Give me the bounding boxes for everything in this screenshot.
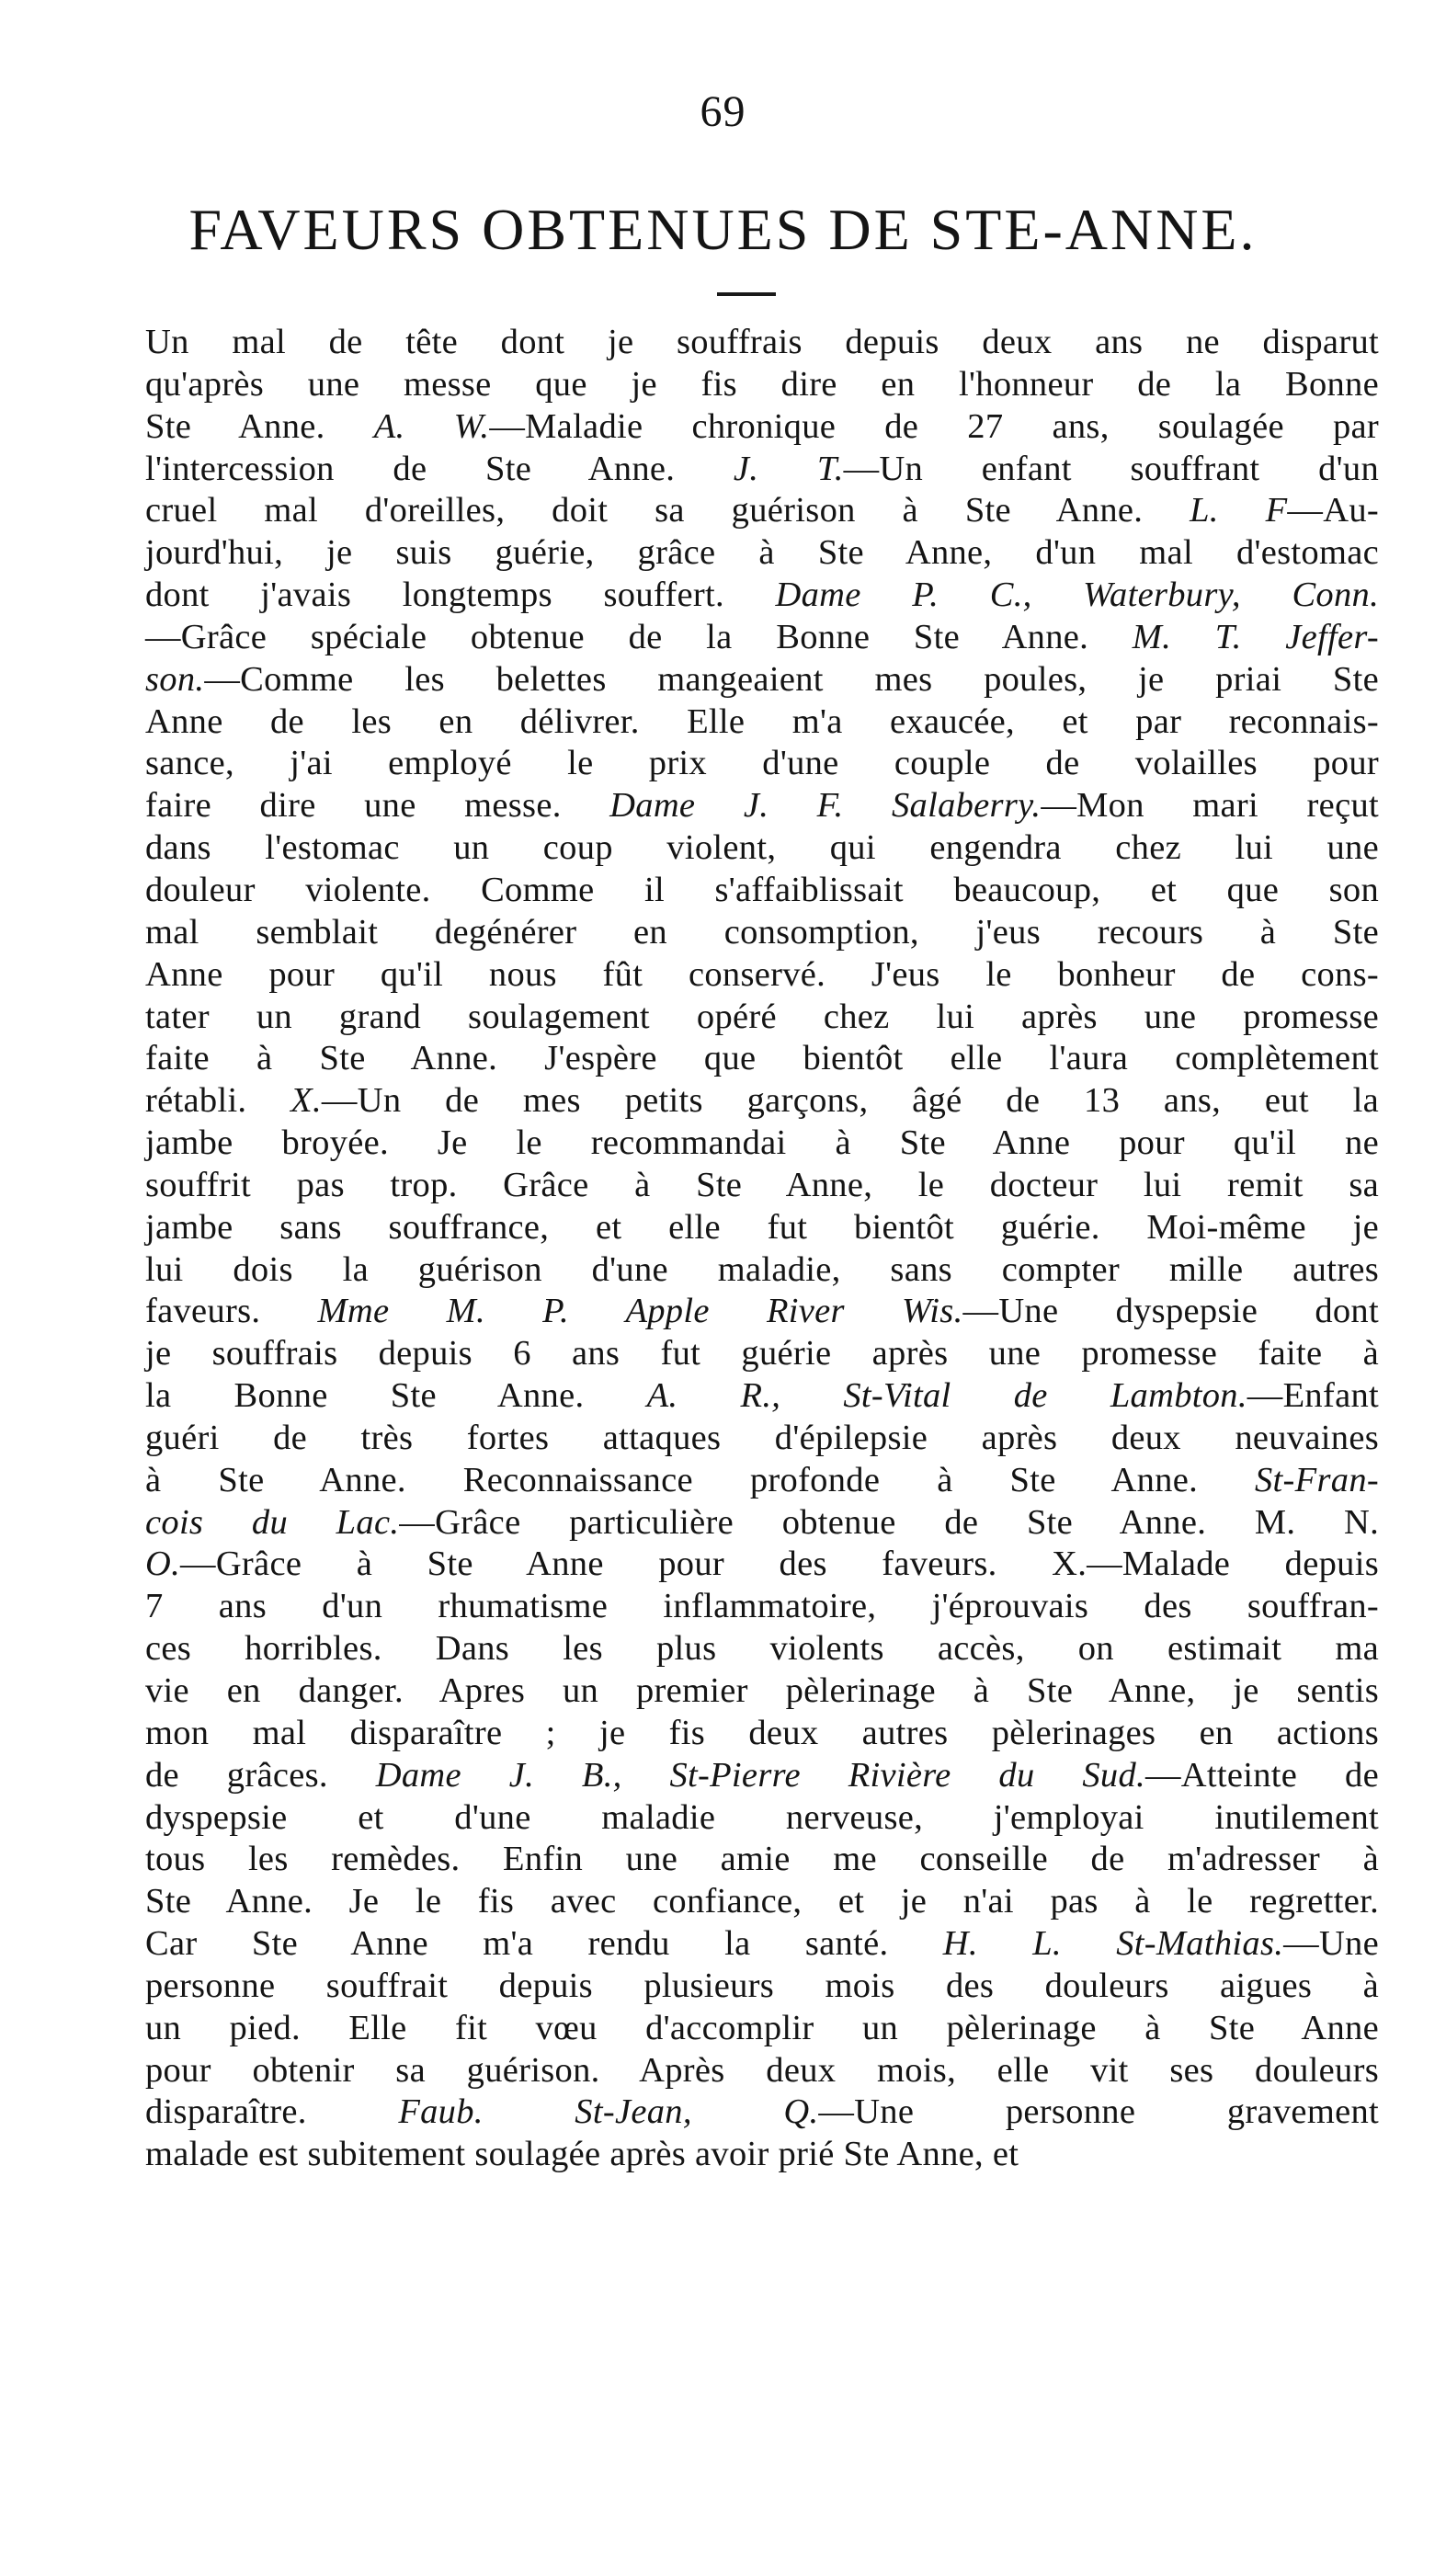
text-segment: tous les remèdes. Enfin une amie me conseille de m'adresser à <box>145 1840 1379 1879</box>
text-line <box>145 1670 1379 1713</box>
text-line <box>145 827 1379 870</box>
text-segment: l'intercession de Ste Anne. <box>145 449 734 488</box>
text-segment: —Grâce particulière obtenue de Ste Anne. M. N. <box>399 1502 1379 1542</box>
attribution: M. T. Jeffer- <box>1132 617 1379 656</box>
text-line <box>145 2134 1379 2176</box>
text-line <box>145 1207 1379 1249</box>
text-segment: malade est subitement soulagée après avoir prié Ste Anne, et <box>145 2135 1019 2174</box>
body-text <box>145 322 1379 2176</box>
text-line <box>145 1460 1379 1502</box>
attribution: Faub. St-Jean, Q. <box>398 2092 819 2132</box>
text-segment: rétabli. <box>145 1081 291 1121</box>
text-segment: ces horribles. Dans les plus violents accès, on estimait ma <box>145 1629 1379 1669</box>
text-line <box>145 743 1379 785</box>
text-segment: —Une <box>1283 1924 1379 1964</box>
text-segment: —Une personne gravement <box>818 2092 1379 2132</box>
text-line <box>145 659 1379 701</box>
text-segment: 7 ans d'un rhumatisme inflammatoire, j'éprouvais des souffran- <box>145 1587 1379 1626</box>
text-segment: —Grâce spéciale obtenue de la Bonne Ste Anne. <box>145 617 1133 656</box>
text-line <box>145 1165 1379 1207</box>
text-segment: —Grâce à Ste Anne pour des faveurs. X.—Malade depuis <box>180 1544 1379 1584</box>
text-segment: faite à Ste Anne. J'espère que bientôt elle l'aura complètement <box>145 1039 1379 1078</box>
text-line <box>145 1080 1379 1123</box>
text-segment: je souffrais depuis 6 ans fut guérie après une promesse faite à <box>145 1334 1379 1373</box>
text-segment: mal semblait degénérer en consomption, j'eus recours à Ste <box>145 912 1379 952</box>
text-line <box>145 2050 1379 2092</box>
attribution: St-Fran- <box>1255 1460 1379 1499</box>
text-line <box>145 1249 1379 1292</box>
text-segment: jambe sans souffrance, et elle fut bientôt guérie. Moi-même je <box>145 1207 1379 1247</box>
text-line <box>145 617 1379 659</box>
attribution: A. W. <box>373 406 490 446</box>
text-segment: douleur violente. Comme il s'affaiblissait beaucoup, et que son <box>145 870 1379 909</box>
text-line <box>145 1123 1379 1165</box>
text-segment: —Un de mes petits garçons, âgé de 13 ans, eut la <box>321 1081 1379 1121</box>
text-segment: Anne de les en délivrer. Elle m'a exaucée, et par reconnais- <box>145 701 1379 741</box>
page-title: FAVEURS OBTENUES DE STE-ANNE. <box>188 197 1258 262</box>
text-segment: jourd'hui, je suis guérie, grâce à Ste Anne, d'un mal d'estomac <box>145 533 1379 573</box>
text-segment: dyspepsie et d'une maladie nerveuse, j'employai inutilement <box>145 1797 1379 1837</box>
text-line <box>145 1839 1379 1881</box>
text-segment: de grâces. <box>145 1755 376 1795</box>
text-line <box>145 2092 1379 2134</box>
text-line <box>145 870 1379 912</box>
text-segment: —Maladie chronique de 27 ans, soulagée par <box>489 406 1380 446</box>
text-line <box>145 912 1379 954</box>
text-segment: faire dire une messe. <box>145 786 610 826</box>
title-rule <box>717 292 776 296</box>
attribution: son. <box>145 659 205 699</box>
text-segment: dans l'estomac un coup violent, qui engendra chez lui une <box>145 828 1379 868</box>
text-line <box>145 532 1379 575</box>
text-segment: personne souffrait depuis plusieurs mois des douleurs aigues à <box>145 1966 1379 2005</box>
text-line <box>145 997 1379 1039</box>
text-segment: —Mon mari reçut <box>1041 786 1380 826</box>
text-segment: Ste Anne. Je le fis avec confiance, et je n'ai pas à le regretter. <box>145 1882 1379 1921</box>
text-segment: Un mal de tête dont je souffrais depuis deux ans ne disparut <box>145 323 1379 361</box>
text-segment: la Bonne Ste Anne. <box>145 1376 647 1416</box>
text-segment: un pied. Elle fit vœu d'accomplir un pèlerinage à Ste Anne <box>145 2008 1379 2047</box>
text-segment: faveurs. <box>145 1292 318 1331</box>
text-line <box>145 1755 1379 1797</box>
text-line <box>145 1418 1379 1460</box>
text-segment: vie en danger. Apres un premier pèlerinage à Ste Anne, je sentis <box>145 1671 1379 1710</box>
text-line <box>145 575 1379 617</box>
text-line <box>145 2008 1379 2050</box>
text-line <box>145 1333 1379 1375</box>
text-segment: guéri de très fortes attaques d'épilepsie après deux neuvaines <box>145 1418 1379 1457</box>
text-line <box>145 490 1379 532</box>
page-number: 69 <box>700 87 746 136</box>
text-line <box>145 1586 1379 1628</box>
text-line <box>145 322 1379 364</box>
text-segment: Anne pour qu'il nous fût conservé. J'eus le bonheur de cons- <box>145 954 1379 994</box>
text-segment: à Ste Anne. Reconnaissance profonde à Ste Anne. <box>145 1460 1255 1499</box>
text-line <box>145 1375 1379 1418</box>
text-line <box>145 1797 1379 1840</box>
attribution: Dame J. F. Salaberry. <box>609 786 1042 826</box>
text-line <box>145 1038 1379 1080</box>
text-segment: dont j'avais longtemps souffert. <box>145 576 776 615</box>
text-segment: lui dois la guérison d'une maladie, sans compter mille autres <box>145 1249 1379 1289</box>
attribution: J. T. <box>733 449 844 488</box>
text-segment: —Comme les belettes mangeaient mes poules, je priai Ste <box>204 659 1379 699</box>
text-line <box>145 1713 1379 1755</box>
text-line <box>145 1502 1379 1544</box>
attribution: Mme M. P. Apple River Wis. <box>317 1292 963 1331</box>
text-line <box>145 1628 1379 1670</box>
text-segment: mon mal disparaître ; je fis deux autres pèlerinages en actions <box>145 1713 1379 1752</box>
attribution: O. <box>145 1544 181 1584</box>
text-segment: pour obtenir sa guérison. Après deux mois, elle vit ses douleurs <box>145 2050 1379 2090</box>
text-segment: qu'après une messe que je fis dire en l'honneur de la Bonne <box>145 364 1379 404</box>
text-line <box>145 1923 1379 1966</box>
text-line <box>145 406 1379 449</box>
text-line <box>145 1881 1379 1923</box>
text-line <box>145 701 1379 744</box>
text-line <box>145 364 1379 406</box>
text-segment: souffrit pas trop. Grâce à Ste Anne, le docteur lui remit sa <box>145 1165 1379 1204</box>
attribution: A. R., St-Vital de Lambton. <box>646 1376 1247 1416</box>
text-segment: —Un enfant souffrant d'un <box>843 449 1379 488</box>
text-segment: jambe broyée. Je le recommandai à Ste Anne pour qu'il ne <box>145 1123 1379 1163</box>
text-segment: sance, j'ai employé le prix d'une couple de volailles pour <box>145 744 1379 783</box>
text-segment: —Une dyspepsie dont <box>962 1292 1379 1331</box>
attribution: Dame P. C., Waterbury, Conn. <box>775 576 1380 615</box>
attribution: L. F <box>1190 491 1288 530</box>
text-segment: Ste Anne. <box>145 406 374 446</box>
text-segment: —Au- <box>1287 491 1379 530</box>
text-segment: disparaître. <box>145 2092 399 2132</box>
attribution: Dame J. B., St-Pierre Rivière du Sud. <box>375 1755 1145 1795</box>
text-line <box>145 785 1379 827</box>
attribution: H. L. St-Mathias. <box>942 1924 1284 1964</box>
text-segment: Car Ste Anne m'a rendu la santé. <box>145 1924 943 1964</box>
text-line <box>145 1544 1379 1586</box>
attribution: cois du Lac. <box>145 1502 400 1542</box>
text-segment: —Enfant <box>1247 1376 1380 1416</box>
attribution: X. <box>290 1081 322 1121</box>
text-line <box>145 954 1379 997</box>
text-segment: tater un grand soulagement opéré chez lui après une promesse <box>145 997 1379 1036</box>
text-line <box>145 449 1379 491</box>
text-segment: —Atteinte de <box>1144 1755 1379 1795</box>
text-line <box>145 1966 1379 2008</box>
text-segment: cruel mal d'oreilles, doit sa guérison à Ste Anne. <box>145 491 1190 530</box>
text-line <box>145 1291 1379 1333</box>
